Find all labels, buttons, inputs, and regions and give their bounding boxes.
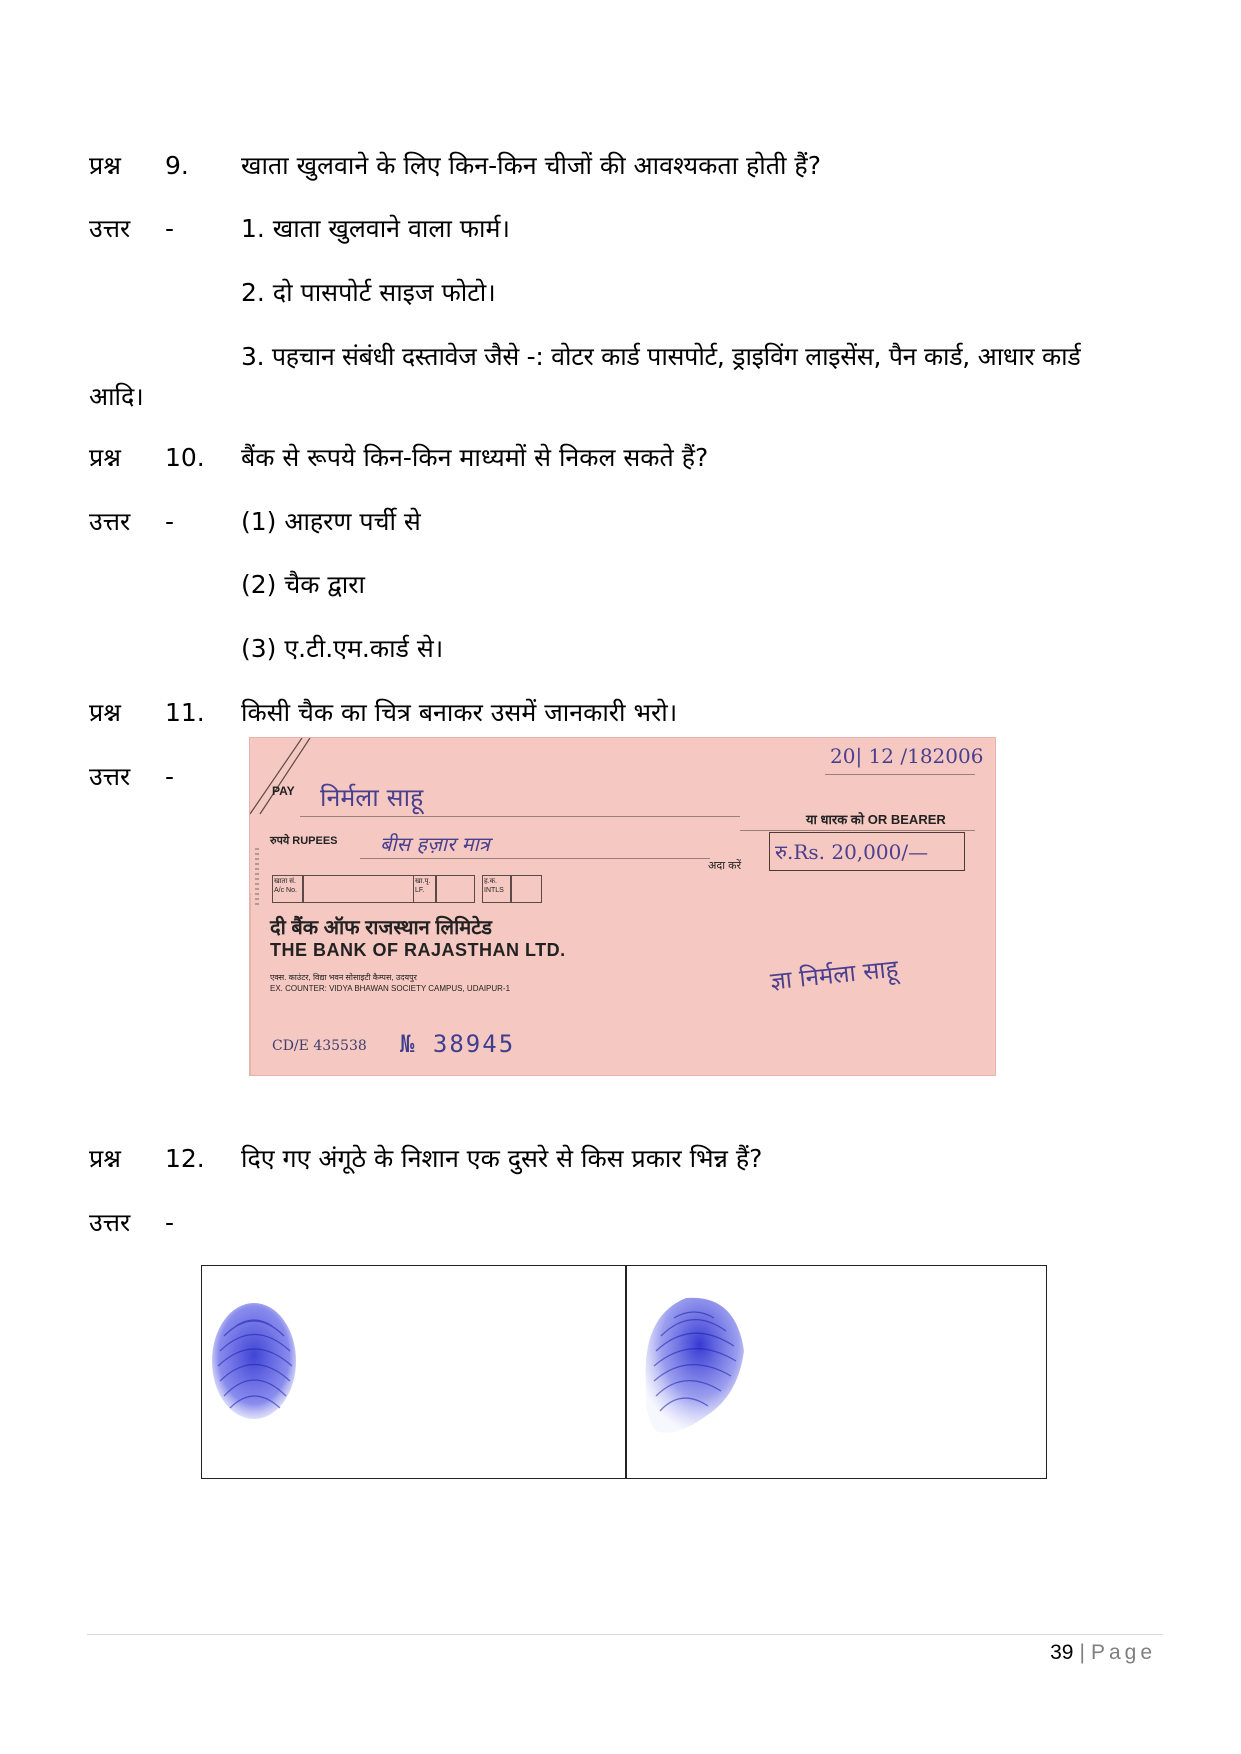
q11-answer-dash: - <box>165 762 175 791</box>
q10-answer-label: उत्तर <box>89 507 131 536</box>
q12-number: 12. <box>165 1144 205 1173</box>
q10-answer-dash: - <box>165 507 175 536</box>
cheque-pay-label: PAY <box>272 784 295 798</box>
footer-separator: | <box>1079 1641 1085 1664</box>
q9-answer-3-continuation: आदि। <box>89 382 144 411</box>
q9-answer-1: 1. खाता खुलवाने वाला फार्म। <box>241 214 510 243</box>
q12-question: दिए गए अंगूठे के निशान एक दुसरे से किस प्रकार भिन्न हैं? <box>241 1144 763 1173</box>
cheque-bank-name: THE BANK OF RAJASTHAN LTD. <box>270 940 566 960</box>
cheque-acno-label: खाता सं. A/c No. <box>274 878 297 894</box>
page-footer <box>1050 1638 1156 1668</box>
fingerprint-cell-left <box>202 1266 625 1478</box>
q9-question: खाता खुलवाने के लिए किन-किन चीजों की आवश्यकता होती हैं? <box>241 151 821 180</box>
q10-answer-2: (2) चैक द्वारा <box>241 570 365 599</box>
footer-rule <box>87 1634 1163 1635</box>
cheque-date: 20| 12 /182006 <box>830 744 984 768</box>
cheque-amount-figure: रु.Rs. 20,000/— <box>775 840 929 864</box>
fingerprint-right-image <box>626 1266 1046 1478</box>
cheque-bearer-label: या धारक को OR BEARER <box>806 812 946 827</box>
page-word: Page <box>1090 1641 1156 1664</box>
q10-label: प्रश्न <box>89 443 121 472</box>
q11-number: 11. <box>165 698 205 727</box>
q9-number: 9. <box>165 151 189 180</box>
fingerprint-left-image <box>202 1266 625 1478</box>
q10-question: बैंक से रूपये किन-किन माध्यमों से निकल सकते हैं? <box>241 443 709 472</box>
cheque-code: CD/E 435538 <box>272 1038 367 1054</box>
page-number: 39 <box>1050 1641 1074 1664</box>
cheque-payee: निर्मला साहू <box>320 783 424 812</box>
q9-answer-dash: - <box>165 214 175 243</box>
fingerprint-table <box>201 1265 1047 1479</box>
q11-question: किसी चैक का चित्र बनाकर उसमें जानकारी भरो। <box>241 698 678 727</box>
fingerprint-cell-right <box>626 1266 1046 1478</box>
q10-number: 10. <box>165 443 205 472</box>
q9-answer-3: 3. पहचान संबंधी दस्तावेज जैसे -: वोटर कार्ड पासपोर्ट, ड्राइविंग लाइसेंस, पैन कार्ड, आधार कार्ड <box>241 342 1081 371</box>
cheque-image <box>249 737 996 1076</box>
q9-answer-2: 2. दो पासपोर्ट साइज फोटो। <box>241 278 496 307</box>
q11-label: प्रश्न <box>89 698 121 727</box>
cheque-rupees-label: रुपये RUPEES <box>270 835 338 847</box>
cheque-signature: ज्ञा निर्मला साहू <box>768 954 900 996</box>
q12-answer-dash: - <box>165 1208 175 1237</box>
q9-answer-label: उत्तर <box>89 214 131 243</box>
cheque-branch: EX. COUNTER: VIDYA BHAWAN SOCIETY CAMPUS, UDAIPUR-1 <box>270 984 511 993</box>
cheque-bank-name-hindi: दी बैंक ऑफ राजस्थान लिमिटेड <box>270 917 492 939</box>
q9-label: प्रश्न <box>89 151 121 180</box>
q12-answer-label: उत्तर <box>89 1208 131 1237</box>
cheque-number: № 38945 <box>400 1030 516 1058</box>
cheque-amount-words: बीस हज़ार मात्र <box>380 832 490 856</box>
cheque-lf-label: खा.पृ. LF. <box>415 878 431 894</box>
q12-label: प्रश्न <box>89 1144 121 1173</box>
cheque-pay-hindi: अदा करें <box>708 860 742 872</box>
cheque-branch-hindi: एक्स. काउंटर, विद्या भवन सोसाइटी कैम्पस, उदयपुर <box>270 973 417 982</box>
cheque-intls-label: ह.क. INTLS <box>484 878 504 894</box>
q10-answer-3: (3) ए.टी.एम.कार्ड से। <box>241 634 444 663</box>
q10-answer-1: (1) आहरण पर्ची से <box>241 507 421 536</box>
q11-answer-label: उत्तर <box>89 762 131 791</box>
